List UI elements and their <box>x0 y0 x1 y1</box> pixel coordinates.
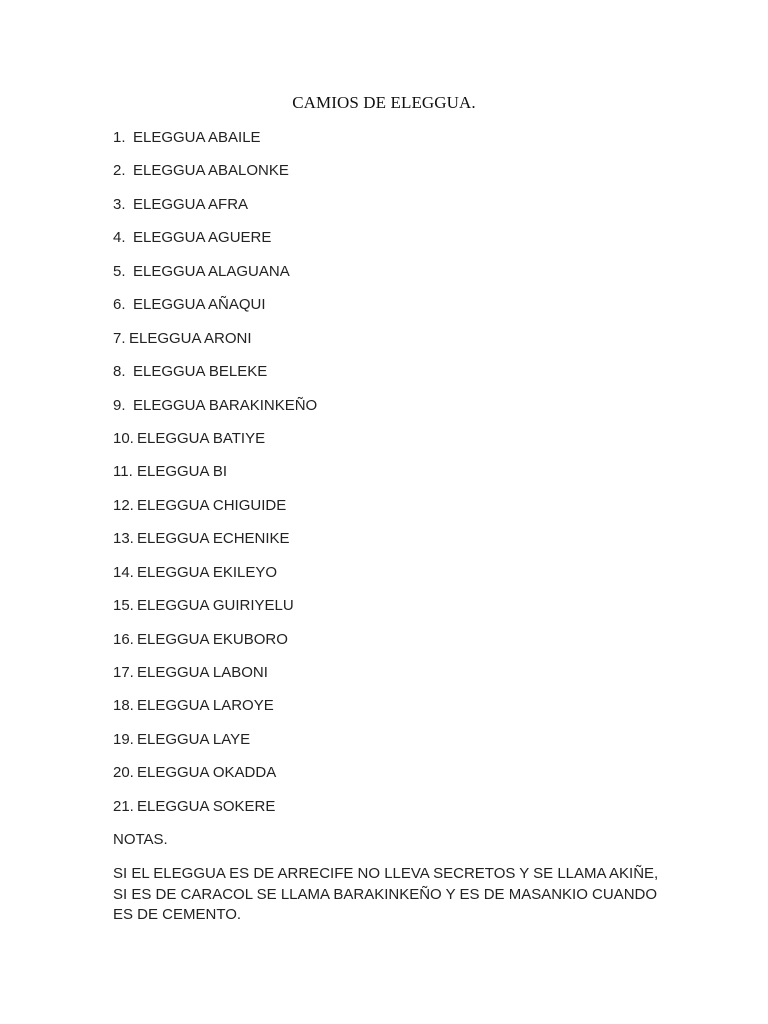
list-item <box>113 529 317 549</box>
list-item-number: 4. <box>113 229 126 247</box>
list-item <box>113 396 317 416</box>
list-item-text: ELEGGUA BARAKINKEÑO <box>133 396 318 414</box>
page-title: CAMIOS DE ELEGGUA. <box>292 93 476 112</box>
list-item-text: ELEGGUA EKILEYO <box>137 563 278 581</box>
eleggua-list <box>113 128 317 830</box>
list-item-number: 8. <box>113 363 126 381</box>
list-item-text: ELEGGUA ABAILE <box>133 129 261 146</box>
list-item-text: ELEGGUA LAROYE <box>137 697 274 715</box>
list-item-text: ELEGGUA BI <box>137 463 228 481</box>
list-item <box>113 496 317 516</box>
list-item <box>113 797 317 817</box>
list-item-text: ELEGGUA EKUBORO <box>137 630 288 648</box>
list-item <box>113 763 317 783</box>
list-item <box>113 563 317 583</box>
list-item-number: 16. <box>113 630 134 648</box>
list-item-number: 11. <box>113 463 133 481</box>
list-item-number: 15. <box>113 597 134 615</box>
list-item-number: 19. <box>113 730 134 748</box>
list-item <box>113 462 317 482</box>
list-item-text: ELEGGUA ABALONKE <box>133 162 289 180</box>
list-item-number: 9. <box>113 396 126 414</box>
notes-heading: NOTAS. <box>113 831 168 848</box>
list-item-number: 3. <box>113 195 126 213</box>
list-item-text: ELEGGUA ARONI <box>129 329 252 347</box>
notes-paragraph: SI EL ELEGGUA ES DE ARRECIFE NO LLEVA SECRETOS Y SE LLAMA AKIÑE, SI ES DE CARACOL SE LLAMA BARAKINKEÑO Y ES DE MASANKIO CUANDO ES DE CEMENTO. <box>113 865 659 923</box>
list-item-number: 13. <box>113 530 134 548</box>
list-item <box>113 262 317 282</box>
list-item-text: ELEGGUA AGUERE <box>133 229 272 247</box>
list-item-number: 5. <box>113 262 126 280</box>
list-item <box>113 362 317 382</box>
list-item <box>113 596 317 616</box>
list-item-number: 21. <box>113 797 134 815</box>
list-item-text: ELEGGUA OKADDA <box>137 764 277 782</box>
list-item <box>113 128 317 148</box>
list-item-text: ELEGGUA BELEKE <box>133 363 268 381</box>
list-item <box>113 161 317 181</box>
list-item <box>113 329 317 349</box>
list-item-number: 12. <box>113 496 134 514</box>
list-item-number: 6. <box>113 296 126 314</box>
list-item-text: ELEGGUA ECHENIKE <box>137 530 290 548</box>
list-item-text: ELEGGUA AFRA <box>133 195 249 213</box>
list-item-number: 7. <box>113 329 126 347</box>
list-item-number: 14. <box>113 563 134 581</box>
list-item-text: ELEGGUA ALAGUANA <box>133 262 290 280</box>
list-item-text: ELEGGUA GUIRIYELU <box>137 597 294 615</box>
list-item <box>113 730 317 750</box>
list-item-text: ELEGGUA CHIGUIDE <box>137 496 287 514</box>
list-item <box>113 630 317 650</box>
list-item-number: 17. <box>113 664 134 681</box>
list-item <box>113 696 317 716</box>
list-item <box>113 663 317 683</box>
list-item-number: 10. <box>113 429 134 447</box>
list-item <box>113 295 317 315</box>
list-item-number: 1. <box>113 129 126 146</box>
list-item <box>113 228 317 248</box>
list-item-text: ELEGGUA LAYE <box>137 730 251 748</box>
list-item-text: ELEGGUA AÑAQUI <box>133 296 266 314</box>
list-item-text: ELEGGUA BATIYE <box>137 429 266 447</box>
list-item-text: ELEGGUA SOKERE <box>137 797 276 815</box>
list-item-number: 18. <box>113 697 134 715</box>
list-item-number: 2. <box>113 162 126 180</box>
list-item <box>113 195 317 215</box>
list-item <box>113 429 317 449</box>
list-item-number: 20. <box>113 764 134 782</box>
list-item-text: ELEGGUA LABONI <box>137 664 268 681</box>
